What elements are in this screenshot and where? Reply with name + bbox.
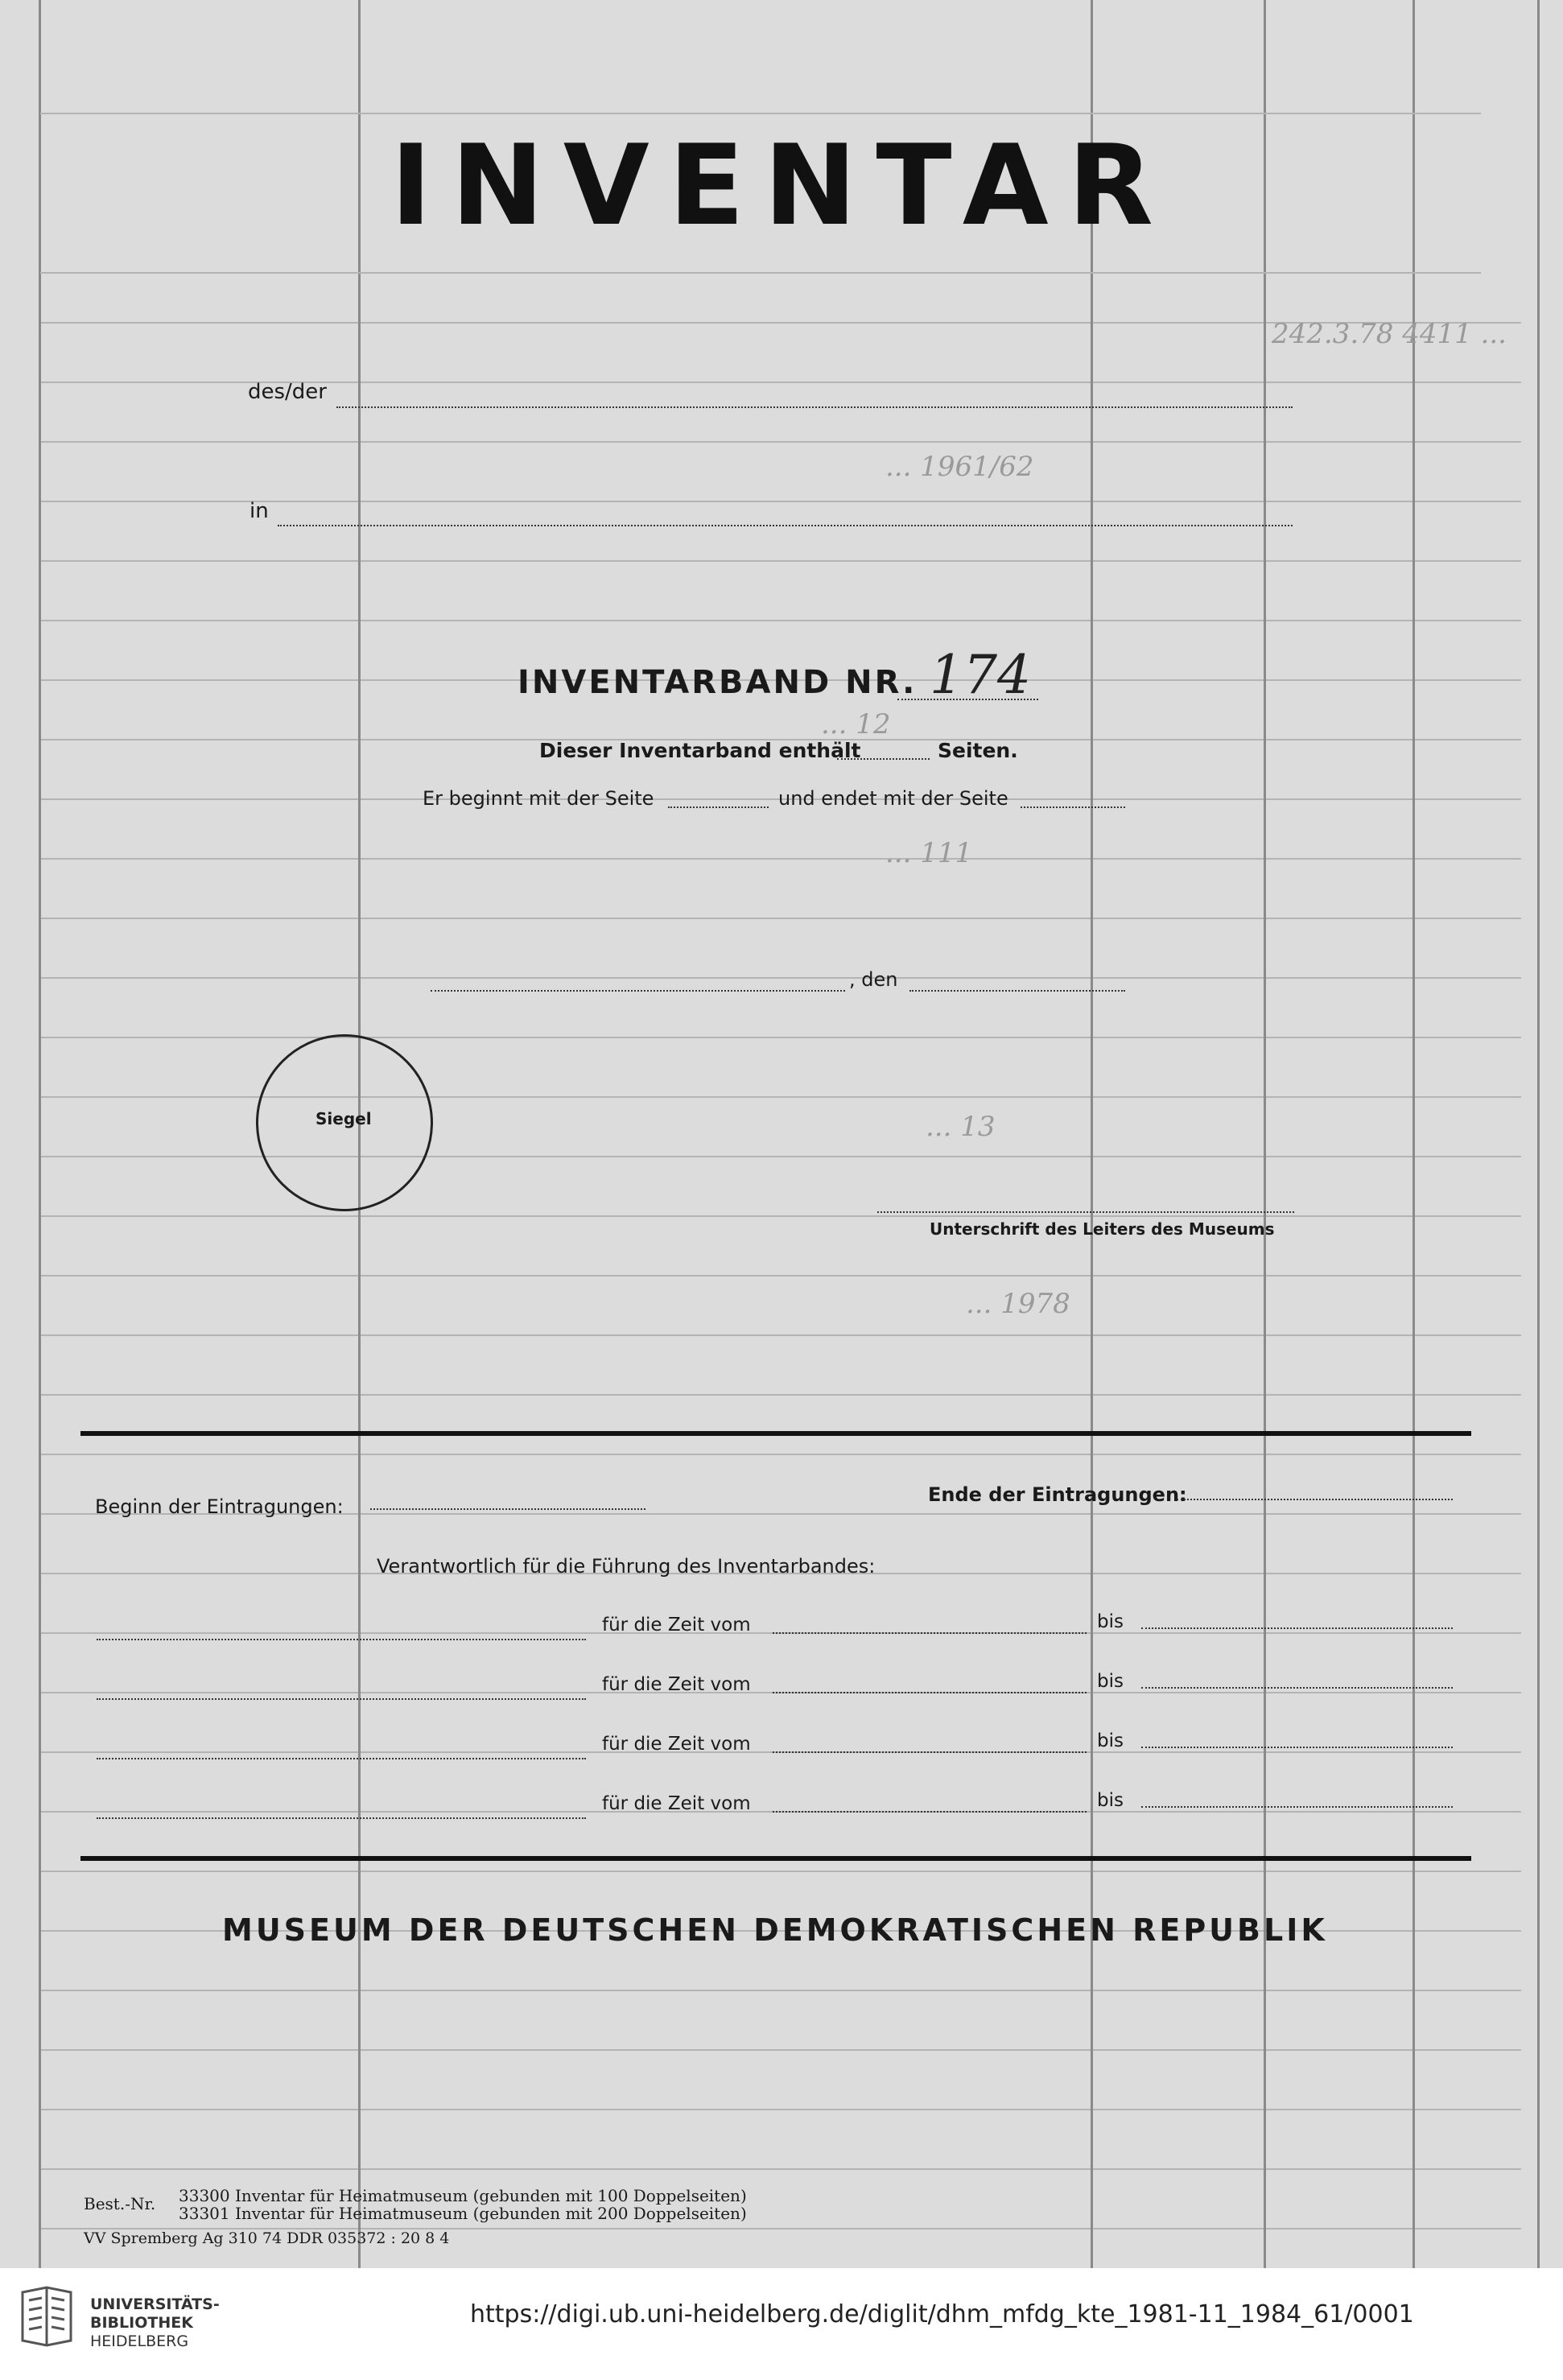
- document-title: INVENTAR: [390, 121, 1173, 250]
- bleed-through-writing: ... 1961/62: [885, 451, 1034, 483]
- page-url-link[interactable]: https://digi.ub.uni-heidelberg.de/diglit/dhm_mfdg_kte_1981-11_1984_61/0001: [470, 2300, 1414, 2328]
- place-field[interactable]: [431, 990, 845, 992]
- ledger-column-line: [1537, 0, 1540, 2268]
- ledger-row-rule: [40, 1990, 1521, 1991]
- date-label: , den: [849, 968, 898, 991]
- page-count-field[interactable]: [837, 758, 930, 760]
- period-to-field[interactable]: [1141, 1627, 1453, 1629]
- period-from-field[interactable]: [773, 1751, 1087, 1753]
- date-field[interactable]: [909, 990, 1125, 992]
- ledger-row-rule: [40, 560, 1521, 562]
- period-to-label: bis: [1097, 1611, 1124, 1632]
- des-der-field[interactable]: [336, 406, 1293, 408]
- ledger-column-line: [39, 0, 41, 2268]
- band-number-handwritten: 174: [930, 644, 1031, 706]
- ledger-row-rule: [40, 1037, 1521, 1038]
- band-number-label: INVENTARBAND NR.: [518, 664, 918, 701]
- period-from-field[interactable]: [773, 1811, 1087, 1813]
- bleed-through-writing: ... 1978: [966, 1288, 1070, 1320]
- ledger-row-rule: [40, 620, 1521, 621]
- entries-begin-label: Beginn der Eintragungen:: [95, 1495, 344, 1518]
- signature-field[interactable]: [877, 1211, 1294, 1213]
- library-logo-icon: [18, 2284, 76, 2349]
- contains-pages-label: Dieser Inventarband enthält: [539, 739, 861, 762]
- responsible-name-field[interactable]: [97, 1758, 586, 1759]
- ledger-row-rule: [40, 2049, 1521, 2051]
- ledger-row-rule: [40, 441, 1521, 443]
- signature-caption: Unterschrift des Leiters des Museums: [930, 1219, 1275, 1239]
- library-name-line-2: BIBLIOTHEK: [90, 2314, 193, 2332]
- ledger-row-rule: [40, 1454, 1521, 1455]
- period-to-label: bis: [1097, 1730, 1124, 1751]
- seal-label: Siegel: [315, 1109, 372, 1128]
- ledger-row-rule: [40, 1334, 1521, 1336]
- ledger-row-rule: [40, 977, 1521, 979]
- bleed-through-writing: ... 13: [926, 1111, 996, 1143]
- library-footer: [0, 2268, 1563, 2380]
- period-to-field[interactable]: [1141, 1806, 1453, 1808]
- ledger-header-rule: [40, 113, 1481, 114]
- ledger-row-rule: [40, 1275, 1521, 1277]
- contains-pages-suffix: Seiten.: [938, 739, 1018, 762]
- bleed-through-writing: ... 12: [821, 708, 891, 740]
- responsible-name-field[interactable]: [97, 1639, 586, 1640]
- responsible-label: Verantwortlich für die Führung des Inventarbandes:: [377, 1555, 876, 1578]
- section-divider: [80, 1856, 1471, 1861]
- begins-page-label: Er beginnt mit der Seite: [423, 787, 654, 810]
- period-from-label: für die Zeit vom: [602, 1793, 751, 1814]
- ledger-row-rule: [40, 1394, 1521, 1396]
- bleed-through-writing: ... 111: [885, 837, 973, 869]
- responsible-name-field[interactable]: [97, 1698, 586, 1700]
- library-name-line-3: HEIDELBERG: [90, 2333, 189, 2350]
- museum-name: MUSEUM DER DEUTSCHEN DEMOKRATISCHEN REPUBLIK: [222, 1912, 1328, 1948]
- end-page-field[interactable]: [1021, 806, 1125, 808]
- entries-begin-field[interactable]: [370, 1508, 645, 1510]
- order-line-1: 33300 Inventar für Heimatmuseum (gebunden mit 100 Doppelseiten): [179, 2186, 747, 2205]
- entries-end-field[interactable]: [1177, 1499, 1453, 1500]
- ledger-row-rule: [40, 918, 1521, 919]
- order-line-2: 33301 Inventar für Heimatmuseum (gebunden mit 200 Doppelseiten): [179, 2204, 747, 2223]
- ledger-row-rule: [40, 1871, 1521, 1872]
- ledger-row-rule: [40, 2168, 1521, 2170]
- period-to-label: bis: [1097, 1671, 1124, 1692]
- period-from-field[interactable]: [773, 1692, 1087, 1693]
- ledger-header-rule: [40, 272, 1481, 274]
- period-to-field[interactable]: [1141, 1687, 1453, 1689]
- order-prefix: Best.-Nr.: [84, 2194, 156, 2213]
- in-label: in: [250, 499, 269, 523]
- bleed-through-writing: 242.3.78 4411 ...: [1272, 318, 1507, 350]
- ledger-row-rule: [40, 1215, 1521, 1217]
- begin-page-field[interactable]: [668, 806, 769, 808]
- ends-page-label: und endet mit der Seite: [778, 787, 1008, 810]
- entries-end-label: Ende der Eintragungen:: [928, 1483, 1187, 1506]
- printer-line: VV Spremberg Ag 310 74 DDR 035372 : 20 8 4: [84, 2229, 450, 2247]
- period-to-label: bis: [1097, 1790, 1124, 1811]
- period-from-label: für die Zeit vom: [602, 1615, 751, 1635]
- des-der-label: des/der: [248, 380, 327, 404]
- library-name-line-1: UNIVERSITÄTS-: [90, 2295, 220, 2313]
- section-divider: [80, 1431, 1471, 1436]
- in-field[interactable]: [278, 525, 1293, 526]
- responsible-name-field[interactable]: [97, 1817, 586, 1819]
- ledger-row-rule: [40, 858, 1521, 860]
- period-to-field[interactable]: [1141, 1747, 1453, 1748]
- period-from-field[interactable]: [773, 1632, 1087, 1634]
- period-from-label: für die Zeit vom: [602, 1734, 751, 1755]
- ledger-row-rule: [40, 2109, 1521, 2110]
- period-from-label: für die Zeit vom: [602, 1674, 751, 1695]
